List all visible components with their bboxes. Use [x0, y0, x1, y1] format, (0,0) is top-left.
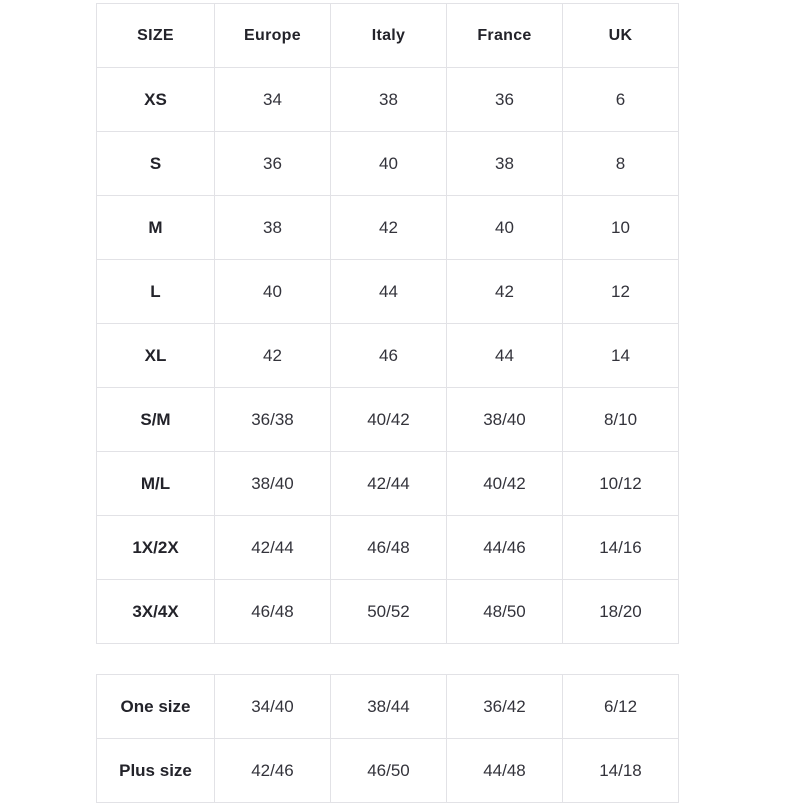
column-header-france: France: [447, 4, 563, 68]
cell-europe: 42/44: [215, 516, 331, 580]
row-label: S/M: [97, 388, 215, 452]
table-row: [97, 516, 679, 580]
cell-italy: 50/52: [331, 580, 447, 644]
cell-france: 40/42: [447, 452, 563, 516]
cell-france: 44/46: [447, 516, 563, 580]
table-row: [97, 196, 679, 260]
cell-uk: 12: [563, 260, 679, 324]
cell-italy: 46: [331, 324, 447, 388]
cell-france: 48/50: [447, 580, 563, 644]
cell-uk: 14: [563, 324, 679, 388]
special-sizes-body: [97, 675, 679, 803]
cell-france: 36/42: [447, 675, 563, 739]
row-label: S: [97, 132, 215, 196]
table-row: [97, 68, 679, 132]
cell-uk: 14/18: [563, 739, 679, 803]
cell-europe: 36: [215, 132, 331, 196]
cell-uk: 10: [563, 196, 679, 260]
cell-europe: 36/38: [215, 388, 331, 452]
row-label: 3X/4X: [97, 580, 215, 644]
cell-europe: 42/46: [215, 739, 331, 803]
cell-uk: 8/10: [563, 388, 679, 452]
size-conversion-table: [96, 3, 679, 644]
cell-uk: 14/16: [563, 516, 679, 580]
table-row: [97, 388, 679, 452]
special-sizes-table: [96, 674, 679, 803]
row-label: One size: [97, 675, 215, 739]
cell-uk: 18/20: [563, 580, 679, 644]
cell-europe: 46/48: [215, 580, 331, 644]
cell-uk: 6/12: [563, 675, 679, 739]
table-row: [97, 452, 679, 516]
row-label: Plus size: [97, 739, 215, 803]
cell-europe: 42: [215, 324, 331, 388]
cell-italy: 40/42: [331, 388, 447, 452]
cell-europe: 34/40: [215, 675, 331, 739]
row-label: XS: [97, 68, 215, 132]
size-chart-container: [96, 0, 678, 803]
cell-france: 40: [447, 196, 563, 260]
cell-italy: 38: [331, 68, 447, 132]
cell-france: 36: [447, 68, 563, 132]
table-row: [97, 739, 679, 803]
row-label: M: [97, 196, 215, 260]
cell-europe: 38/40: [215, 452, 331, 516]
column-header-europe: Europe: [215, 4, 331, 68]
table-row: [97, 580, 679, 644]
table-header: [97, 4, 679, 68]
cell-france: 42: [447, 260, 563, 324]
cell-italy: 38/44: [331, 675, 447, 739]
cell-uk: 8: [563, 132, 679, 196]
cell-europe: 38: [215, 196, 331, 260]
row-label: 1X/2X: [97, 516, 215, 580]
row-label: XL: [97, 324, 215, 388]
cell-uk: 10/12: [563, 452, 679, 516]
table-row: [97, 675, 679, 739]
cell-uk: 6: [563, 68, 679, 132]
cell-italy: 46/48: [331, 516, 447, 580]
cell-italy: 40: [331, 132, 447, 196]
cell-europe: 34: [215, 68, 331, 132]
cell-italy: 44: [331, 260, 447, 324]
cell-france: 44/48: [447, 739, 563, 803]
row-label: L: [97, 260, 215, 324]
cell-france: 38/40: [447, 388, 563, 452]
cell-italy: 46/50: [331, 739, 447, 803]
row-label: M/L: [97, 452, 215, 516]
table-header-row: [97, 4, 679, 68]
column-header-uk: UK: [563, 4, 679, 68]
column-header-size: SIZE: [97, 4, 215, 68]
table-row: [97, 132, 679, 196]
cell-france: 44: [447, 324, 563, 388]
cell-europe: 40: [215, 260, 331, 324]
table-body: [97, 68, 679, 644]
cell-italy: 42/44: [331, 452, 447, 516]
cell-france: 38: [447, 132, 563, 196]
cell-italy: 42: [331, 196, 447, 260]
column-header-italy: Italy: [331, 4, 447, 68]
table-row: [97, 260, 679, 324]
table-row: [97, 324, 679, 388]
